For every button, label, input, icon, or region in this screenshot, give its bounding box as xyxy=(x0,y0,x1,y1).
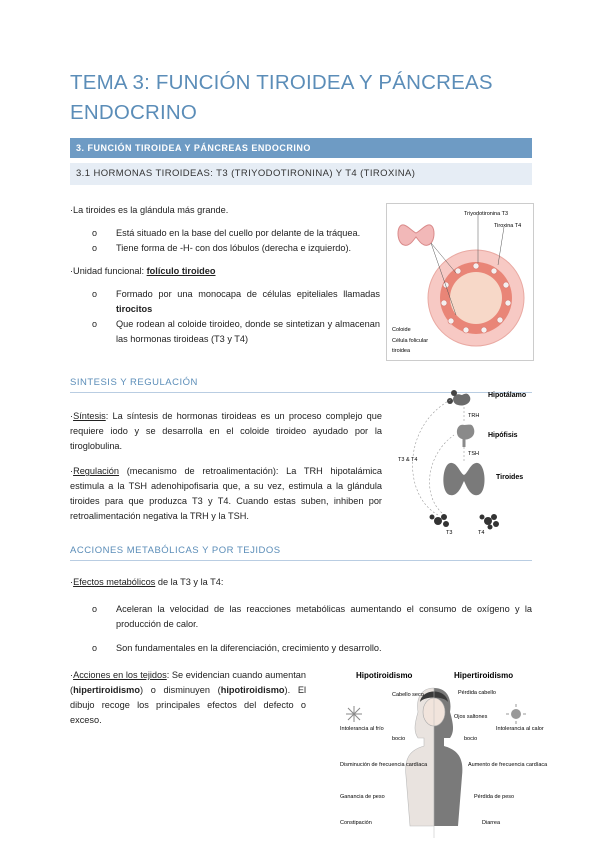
hypo-hyper-figure xyxy=(334,666,548,846)
paragraph xyxy=(70,264,380,279)
text: de la T3 y la T4: xyxy=(155,577,224,587)
label-perdida-peso: Pérdida de peso xyxy=(474,794,515,800)
bullet: o Está situado en la base del cuello por delante de la tráquea. xyxy=(92,226,380,241)
text: : Se evidencian cuando aumentan ( xyxy=(70,670,306,695)
label-trh: TRH xyxy=(468,413,480,419)
colloid xyxy=(450,272,502,324)
term: Acciones en los tejidos xyxy=(73,670,167,680)
hormone-t3-icon xyxy=(430,514,450,527)
label-hipofisis: Hipófisis xyxy=(488,432,518,439)
feedback-arrow xyxy=(413,399,452,515)
bullet: o Que rodean al coloide tiroideo, donde se sintetizan y almacenan las hormonas tiroideas (T3 y T4) xyxy=(92,317,380,347)
section-bar: 3. FUNCIÓN TIROIDEA Y PÁNCREAS ENDOCRINO xyxy=(70,138,532,158)
label-t4: T4 xyxy=(478,530,485,536)
label-hiper: Hipertiroidismo xyxy=(454,671,514,680)
label-bocio-left: bocio xyxy=(392,736,406,742)
label-hipo: Hipotiroidismo xyxy=(356,671,413,680)
label-t3: T3 xyxy=(446,530,453,536)
label-cabello-seco: Cabello seco xyxy=(392,692,424,698)
term: folículo tiroideo xyxy=(146,266,216,276)
feedback-diagram xyxy=(392,385,542,535)
label-tsh: TSH xyxy=(468,451,479,457)
thyroid-follicle-figure xyxy=(386,203,534,361)
label-aum-fc: Aumento de frecuencia cardíaca xyxy=(468,762,548,768)
pituitary-icon xyxy=(457,425,474,440)
block-actions-text xyxy=(70,575,532,656)
text: ) o disminuyen ( xyxy=(139,685,221,695)
paragraph: ·La tiroides es la glándula más grande. xyxy=(70,205,229,215)
hormone-t4-icon xyxy=(480,514,500,530)
term: tirocitos xyxy=(116,304,153,314)
block-tissue-text xyxy=(70,668,306,728)
text: ). El dibujo recoge los principales efectos del defecto o exceso. xyxy=(70,685,306,725)
bullet: o Aceleran la velocidad de las reacciones metabólicas aumentando el consumo de oxígeno y la producción de calor. xyxy=(92,602,532,632)
bullet: o Son fundamentales en la diferenciación, crecimiento y desarrollo. xyxy=(92,641,532,656)
term: Síntesis xyxy=(73,411,106,421)
label-bocio-right: bocio xyxy=(464,736,478,742)
sun-icon xyxy=(506,704,526,724)
paragraph: ·Acciones en los tejidos: Se evidencian cuando aumentan (hipertiroidismo) o disminuyen (hipotiroidismo). El dibujo recoge los principales efectos del defecto o exceso. xyxy=(70,670,306,725)
text: ·Unidad funcional: xyxy=(70,266,147,276)
label-tiroides: Tiroides xyxy=(496,474,524,481)
text: : La síntesis de hormonas tiroideas es un proceso complejo que requiere iodo y se desarrolla en el coloide tiroideo ayudado por la tiroglobulina. xyxy=(70,411,382,451)
term: hipotiroidismo xyxy=(220,685,285,695)
paragraph: ·Regulación (mecanismo de retroalimentación): La TRH hipotalámica estimula a la TSH adenohipofisaria que, a su vez, estimula a la glándula tiroides para que produzca T3 y T4. Cuando estas suben, inhiben por retroalimentación negativa la TRH y la TSH. xyxy=(70,466,382,521)
label-hipotalamo: Hipotálamo xyxy=(488,392,527,399)
block-thyroid-text xyxy=(70,203,380,347)
label-ojos: Ojos saltones xyxy=(454,714,488,720)
snowflake-icon xyxy=(346,706,362,722)
label-t4: Tiroxina T4 xyxy=(494,223,522,229)
paragraph: ·Efectos metabólicos de la T3 y la T4: xyxy=(70,577,224,587)
term: Efectos metabólicos xyxy=(73,577,156,587)
term: hipertiroidismo xyxy=(73,685,140,695)
bullet: o Tiene forma de -H- con dos lóbulos (derecha e izquierdo). xyxy=(92,241,380,256)
text: (mecanismo de retroalimentación): La TRH hipotalámica estimula a la TSH adenohipofisaria que, a su vez, estimula a la glándula tiroides para que produzca T3 y T4. Cuando estas suben, inhiben por retroalimentación negativa la TRH y la TSH. xyxy=(70,466,382,521)
label-dism-fc: Disminución de frecuencia cardíaca xyxy=(340,762,428,768)
label-t3t4: T3 & T4 xyxy=(398,457,418,463)
subsection-bar: 3.1 HORMONAS TIROIDEAS: T3 (TRIYODOTIRONINA) Y T4 (TIROXINA) xyxy=(70,163,532,185)
page-title: TEMA 3: FUNCIÓN TIROIDEA Y PÁNCREAS ENDOCRINO xyxy=(70,71,493,124)
label-ganancia: Ganancia de peso xyxy=(340,794,385,800)
label-tiroidea: tiroidea xyxy=(392,348,411,354)
label-diarrea: Diarrea xyxy=(482,820,501,826)
paragraph: ·Síntesis: La síntesis de hormonas tiroideas es un proceso complejo que requiere iodo y se desarrolla en el coloide tiroideo ayudado por la tiroglobulina. xyxy=(70,411,382,451)
heading-acciones: ACCIONES METABÓLICAS Y POR TEJIDOS xyxy=(70,545,532,561)
label-celula: Célula folicular xyxy=(392,338,429,344)
label-intol-frio: Intolerancia al frío xyxy=(340,726,384,732)
heading-sintesis: SINTESIS Y REGULACIÓN xyxy=(70,377,532,393)
label-perdida-cabello: Pérdida cabello xyxy=(458,690,496,696)
block-synthesis-text xyxy=(70,409,382,524)
label-intol-calor: Intolerancia al calor xyxy=(496,726,544,732)
thyroid-icon xyxy=(443,463,484,495)
text: Formado por una monocapa de células epiteliales llamadas xyxy=(116,289,380,299)
label-coloide: Coloide xyxy=(392,327,411,333)
label-constipacion: Constipación xyxy=(340,820,372,826)
bullet xyxy=(92,287,380,317)
term: Regulación xyxy=(73,466,120,476)
label-t3: Triyodotironina T3 xyxy=(464,211,509,217)
